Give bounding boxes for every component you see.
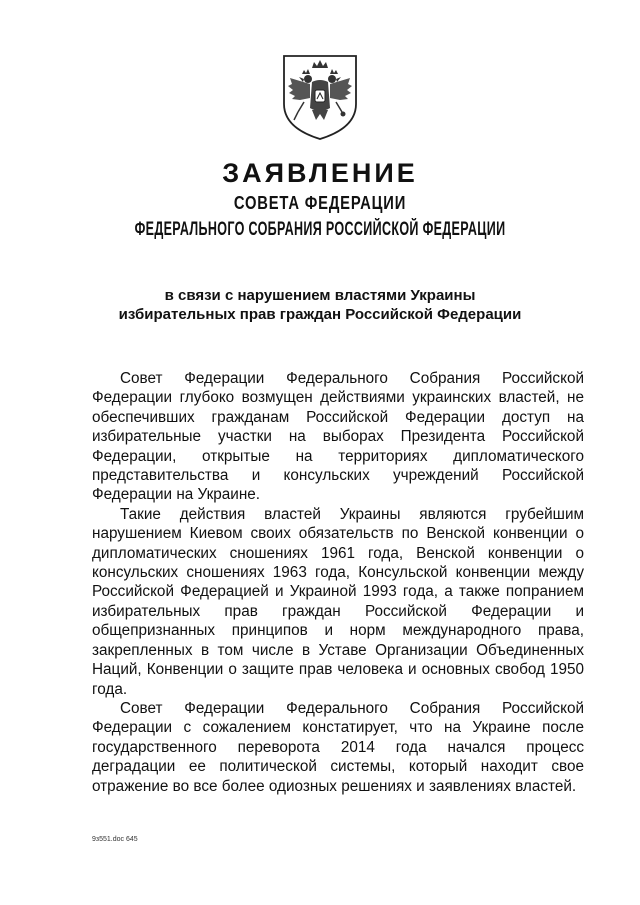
document-body [92,369,584,796]
coat-of-arms-emblem [278,52,362,142]
body-paragraph-1: Совет Федерации Федерального Собрания Российской Федерации глубоко возмущен действиями украинских властей, не обеспечивших гражданам Российской Федерации доступ на избирательные участки на выборах Президента Российской Федерации, открытые на территориях дипломатического представительства и консульских учреждений Российской Федерации на Украине. [92,370,584,504]
document-title: ЗАЯВЛЕНИЕ [222,158,418,188]
issuer-title-line-1: СОВЕТА ФЕДЕРАЦИИ [233,193,407,213]
issuer-title-line-2: ФЕДЕРАЛЬНОГО СОБРАНИЯ РОССИЙСКОЙ ФЕДЕРАЦИИ [134,219,506,240]
coat-of-arms-double-headed-eagle-icon [278,52,362,142]
file-reference-code: 9з551.doc 645 [92,836,138,843]
subject-line-2: избирательных прав граждан Российской Федерации [118,306,522,323]
document-subject [0,286,640,324]
subject-line-1: в связи с нарушением властями Украины [164,287,476,304]
body-paragraph-3: Совет Федерации Федерального Собрания Российской Федерации с сожалением констатирует, что на Украине после государственного переворота 2014 года начался процесс деградации ее политической системы, который находит свое отражение во все более одиозных решениях и заявлениях властей. [92,699,584,795]
body-paragraph-2: Такие действия властей Украины являются грубейшим нарушением Киевом своих обязательств по Венской конвенции о дипломатических сношениях 1961 года, Венской конвенции о консульских сношениях 1963 года, Консульской конвенции между Российской Федерацией и Украиной 1993 года, а также попранием избирательных прав граждан Российской Федерации и общепризнанных принципов и норм международного права, закрепленных в том числе в Уставе Организации Объединенных Наций, Конвенции о защите прав человека и основных свобод 1950 года. [92,505,584,698]
